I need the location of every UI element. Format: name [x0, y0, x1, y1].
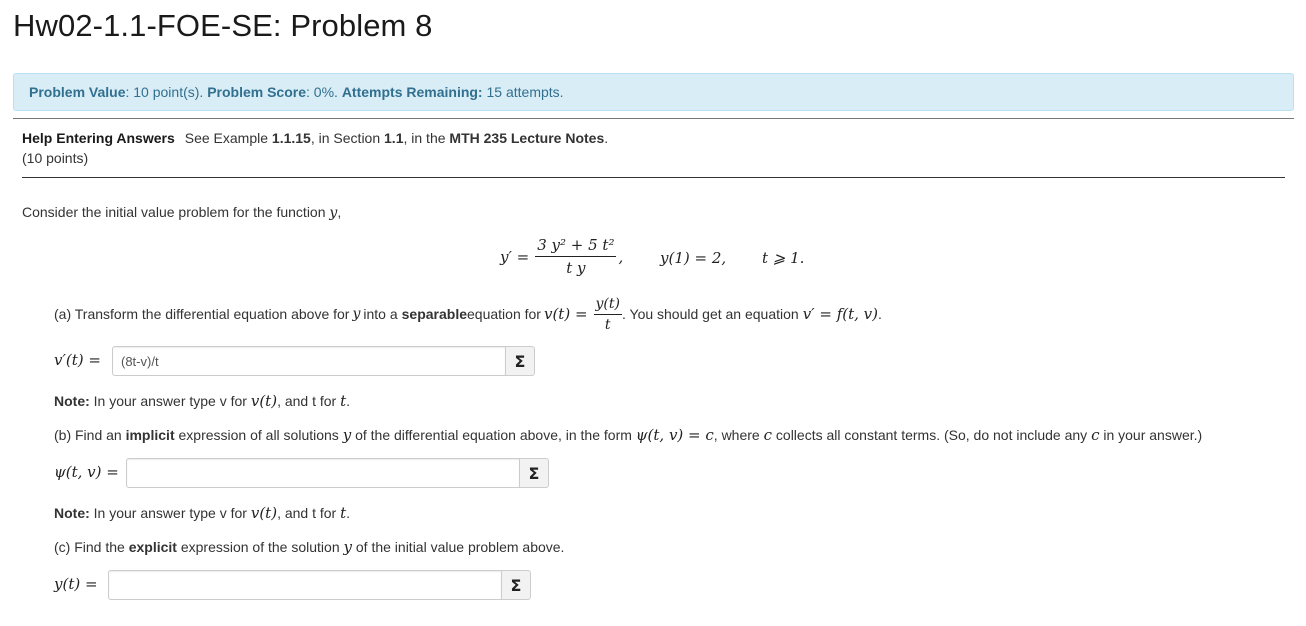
part-a-frac-num: y(t): [594, 296, 622, 315]
answer-c-equation-editor-button[interactable]: [501, 570, 531, 600]
note-a-t-var: t: [340, 392, 347, 410]
part-a-text2: into a: [363, 306, 398, 322]
part-a-text3: equation for: [467, 306, 541, 322]
answer-b-equation-editor-button[interactable]: [519, 458, 549, 488]
part-b-prompt: [54, 426, 1202, 444]
ode-comma: ,: [618, 247, 624, 266]
part-c-var-y: y: [343, 538, 352, 556]
answer-c-input[interactable]: [108, 570, 501, 600]
part-a-text1: (a) Transform the differential equation above for: [54, 306, 350, 322]
part-b-text2: expression of all solutions: [174, 427, 343, 443]
answer-a-input[interactable]: [112, 346, 505, 376]
problem-info-bar: [13, 73, 1294, 111]
help-text-section: , in Section: [310, 130, 385, 146]
note-b-text1: In your answer type v for: [89, 505, 251, 521]
intro-var-y: y: [329, 205, 338, 221]
part-b-text3: of the differential equation above, in the form: [351, 427, 636, 443]
part-a-v-expr: v(t) =: [543, 305, 588, 323]
points-text: (10 points): [22, 150, 89, 166]
note-a-text3: .: [346, 393, 351, 409]
ode-fraction: [535, 236, 616, 277]
part-b-text6: in your answer.): [1099, 427, 1203, 443]
page-title: Hw02-1.1-FOE-SE: Problem 8: [13, 8, 433, 43]
intro-text: Consider the initial value problem for the function: [22, 204, 330, 220]
problem-value-label: Problem Value: [29, 84, 126, 100]
part-b-c1: c: [763, 426, 773, 444]
help-text-see: See Example: [184, 130, 272, 146]
problem-value-text: : 10 point(s).: [125, 84, 208, 100]
ode-numerator: 3 y² + 5 t²: [535, 236, 616, 257]
part-b-form: ψ(t, v) = c: [635, 426, 714, 444]
ode-denominator: t y: [566, 259, 586, 277]
answer-c-label: y(t) =: [54, 575, 98, 593]
header-divider: [13, 118, 1294, 119]
note-a-v-of-t: v(t): [250, 392, 278, 410]
section-number: 1.1: [384, 130, 404, 146]
note-b-t-var: t: [340, 504, 347, 522]
part-b-var-y: y: [342, 426, 352, 444]
attempts-remaining-text: 15 attempts.: [482, 84, 564, 100]
part-a-var-y: y: [352, 306, 361, 322]
part-b-bold-implicit: implicit: [125, 427, 175, 443]
initial-condition: y(1) = 2,: [660, 249, 727, 267]
answer-b-input[interactable]: [126, 458, 519, 488]
answer-b-group: [126, 458, 549, 488]
part-a-frac-den: t: [604, 316, 611, 333]
part-b-text1: (b) Find an: [54, 427, 126, 443]
part-c-prompt: [54, 538, 564, 556]
part-c-text2: expression of the solution: [176, 539, 344, 555]
note-b-text2: , and t for: [277, 505, 341, 521]
part-a-eq-expr: v′ = f(t, v): [802, 305, 878, 323]
part-a-text5: .: [877, 306, 882, 322]
sigma-icon: Σ: [510, 575, 522, 595]
part-a-fraction: [594, 296, 622, 333]
intro-comma: ,: [337, 204, 342, 220]
problem-score-text: : 0%.: [306, 84, 342, 100]
answer-a-group: [112, 346, 535, 376]
part-b-c2: c: [1091, 426, 1100, 444]
answer-c-group: [108, 570, 531, 600]
help-period: .: [604, 130, 609, 146]
note-b-label: Note:: [54, 505, 90, 521]
part-c-bold-explicit: explicit: [128, 539, 177, 555]
problem-intro: [22, 204, 341, 221]
sigma-icon: Σ: [514, 351, 526, 371]
sigma-icon: Σ: [528, 463, 540, 483]
attempts-remaining-label: Attempts Remaining:: [341, 84, 483, 100]
answer-b-label: ψ(t, v) =: [54, 463, 119, 481]
ode-lhs: y′ =: [500, 247, 530, 266]
domain-condition: t ⩾ 1.: [762, 249, 805, 267]
lecture-notes-link[interactable]: MTH 235 Lecture Notes: [449, 130, 605, 146]
part-a-text4: . You should get an equation: [621, 306, 799, 322]
part-b-text5: collects all constant terms. (So, do not include any: [772, 427, 1092, 443]
note-b-text3: .: [346, 505, 351, 521]
part-b-text4: , where: [713, 427, 764, 443]
help-line: [22, 130, 608, 146]
example-number: 1.1.15: [271, 130, 311, 146]
help-text-in-the: , in the: [403, 130, 450, 146]
problem-score-label: Problem Score: [207, 84, 307, 100]
part-a-bold-separable: separable: [401, 306, 468, 322]
part-a-prompt: [54, 292, 882, 336]
note-a-text1: In your answer type v for: [89, 393, 251, 409]
answer-a-equation-editor-button[interactable]: [505, 346, 535, 376]
note-a-label: Note:: [54, 393, 90, 409]
ode-equation: [500, 236, 623, 277]
help-entering-answers-link[interactable]: Help Entering Answers: [22, 130, 175, 146]
part-c-text3: of the initial value problem above.: [351, 539, 565, 555]
note-a-text2: , and t for: [277, 393, 341, 409]
note-b-v-of-t: v(t): [250, 504, 278, 522]
problem-divider: [22, 177, 1285, 178]
answer-a-label: v′(t) =: [54, 351, 101, 369]
part-c-text1: (c) Find the: [54, 539, 129, 555]
note-a: [54, 392, 350, 410]
note-b: [54, 504, 350, 522]
